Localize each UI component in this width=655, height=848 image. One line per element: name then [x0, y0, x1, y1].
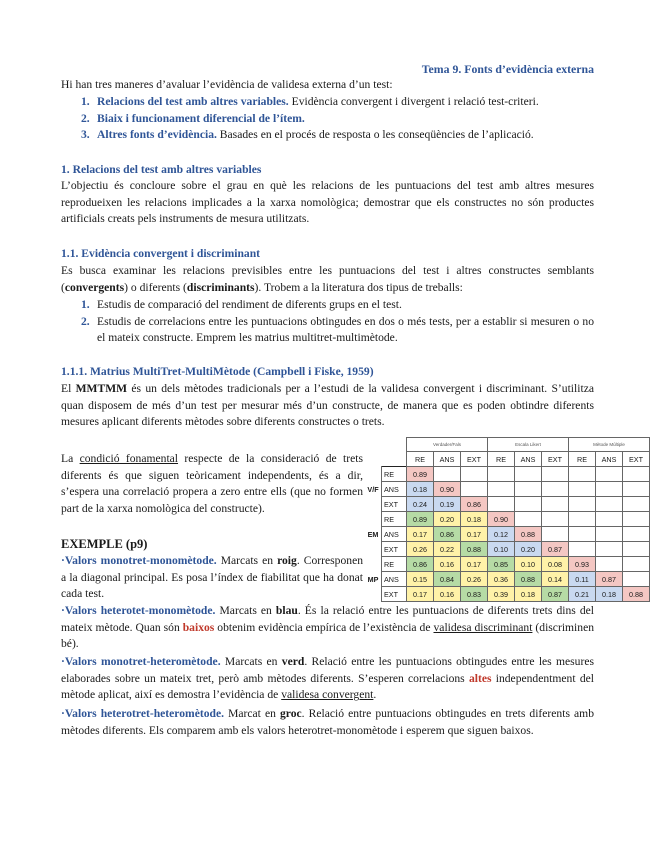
intro-text: Hi han tres maneres d’avaluar l’evidència de validesa externa d’un test: — [61, 78, 393, 91]
matrix-cell: 0.87 — [596, 572, 623, 587]
matrix-empty-cell — [488, 467, 515, 482]
method-label: EM — [367, 529, 379, 539]
matrix-empty-cell — [596, 467, 623, 482]
section-heading: 1. Relacions del test amb altres variables — [61, 163, 262, 176]
list-item: 2. Estudis de correlacions entre les puntuacions obtingudes en dos o més tests, per a establir si mesuren o no el mateix constructe. Emprem les matrius multitret-multimètode. — [81, 314, 594, 345]
col-header: RE — [407, 452, 434, 467]
matrix-cell: 0.22 — [434, 542, 461, 557]
method-header: Verdader/Fals — [407, 438, 488, 452]
matrix-cell: 0.89 — [407, 467, 434, 482]
matrix-cell: 0.88 — [623, 587, 650, 602]
matrix-empty-cell — [542, 497, 569, 512]
page-header: Tema 9. Fonts d’evidència externa — [421, 62, 594, 76]
matrix-cell: 0.17 — [461, 527, 488, 542]
matrix-cell: 0.18 — [461, 512, 488, 527]
matrix-cell: 0.20 — [515, 542, 542, 557]
trait-label: EXT — [382, 587, 407, 602]
matrix-cell: 0.20 — [434, 512, 461, 527]
matrix-empty-cell — [623, 482, 650, 497]
matrix-row — [365, 542, 650, 557]
mtmm-matrix — [365, 437, 650, 602]
value-desc-heterotret-heterometode: ·Valors heterotret-heteromètode. Marcat en groc. Relació entre puntuacions obtingudes en trets diferents amb mètodes diferents. Els comparem amb els valors heterotret-monomètode i esperem que siguen baixos. — [61, 707, 594, 737]
matrix-empty-cell — [596, 497, 623, 512]
matrix-empty-cell — [623, 572, 650, 587]
matrix-cell: 0.17 — [407, 527, 434, 542]
matrix-empty-cell — [542, 482, 569, 497]
intro-list — [61, 94, 594, 144]
matrix-empty-cell — [569, 482, 596, 497]
matrix-empty-cell — [542, 512, 569, 527]
matrix-cell: 0.16 — [434, 587, 461, 602]
condition-text: La condició fonamental respecte de la consideració de trets diferents és que siguen teòricament independents, és a dir, s’espera una correlació propera a zero entre ells (que no formen part de la xarxa nomològica del constructe). — [61, 452, 363, 515]
matrix-cell: 0.90 — [488, 512, 515, 527]
matrix-cell: 0.88 — [515, 527, 542, 542]
matrix-cell: 0.26 — [407, 542, 434, 557]
matrix-cell: 0.86 — [434, 527, 461, 542]
trait-label: EXT — [382, 542, 407, 557]
matrix-cell: 0.86 — [461, 497, 488, 512]
matrix-cell: 0.17 — [407, 587, 434, 602]
matrix-cell: 0.10 — [515, 557, 542, 572]
value-desc-monotret-heterometode: ·Valors monotret-heteromètode. Marcats en verd. Relació entre les puntuacions obtingudes entre les mesures elaborades sobre un mateix tret, però amb mètodes diferents. S’esperen correlacions altes independentment del mètode aplicat, així es demostra l’evidència de validesa convergent. — [61, 655, 594, 702]
col-header: ANS — [515, 452, 542, 467]
trait-label: ANS — [382, 527, 407, 542]
method-label: MP — [367, 574, 379, 584]
col-header: ANS — [434, 452, 461, 467]
matrix-empty-cell — [623, 497, 650, 512]
col-header: EXT — [542, 452, 569, 467]
matrix-empty-cell — [515, 482, 542, 497]
matrix-empty-cell — [488, 497, 515, 512]
matrix-row — [365, 482, 650, 497]
matrix-row — [365, 572, 650, 587]
matrix-empty-cell — [623, 557, 650, 572]
matrix-empty-cell — [488, 482, 515, 497]
matrix-cell: 0.89 — [407, 512, 434, 527]
matrix-cell: 0.15 — [407, 572, 434, 587]
matrix-empty-cell — [596, 527, 623, 542]
matrix-cell: 0.24 — [407, 497, 434, 512]
matrix-cell: 0.83 — [461, 587, 488, 602]
col-header: EXT — [461, 452, 488, 467]
matrix-row — [365, 467, 650, 482]
matrix-cell: 0.17 — [461, 557, 488, 572]
matrix-cell: 0.84 — [434, 572, 461, 587]
matrix-empty-cell — [542, 467, 569, 482]
section-heading: 1.1.1. Matrius MultiTret-MultiMètode (Campbell i Fiske, 1959) — [61, 365, 374, 378]
matrix-cell: 0.85 — [488, 557, 515, 572]
matrix-empty-cell — [569, 512, 596, 527]
example-title: EXEMPLE (p9) — [61, 537, 148, 551]
section-text: Es busca examinar les relacions previsibles entre les puntuacions del test i altres constructes semblants (convergents) o diferents (discriminants). Trobem a la literatura dos tipus de treballs: — [61, 264, 594, 294]
matrix-cell: 0.21 — [569, 587, 596, 602]
col-header: RE — [569, 452, 596, 467]
list-item: 2. Biaix i funcionament diferencial de l’ítem. — [81, 111, 305, 125]
trait-label: RE — [382, 467, 407, 482]
trait-label: EXT — [382, 497, 407, 512]
section-heading: 1.1. Evidència convergent i discriminant — [61, 247, 261, 260]
matrix-empty-cell — [542, 527, 569, 542]
matrix-empty-cell — [596, 557, 623, 572]
trait-label: RE — [382, 557, 407, 572]
method-header: Escala Likert — [488, 438, 569, 452]
matrix-empty-cell — [569, 527, 596, 542]
matrix-cell: 0.08 — [542, 557, 569, 572]
matrix-cell: 0.86 — [407, 557, 434, 572]
matrix-row — [365, 587, 650, 602]
matrix-cell: 0.19 — [434, 497, 461, 512]
list-item: 1. Relacions del test amb altres variables. Evidència convergent i divergent i relació test-criteri. — [81, 95, 539, 108]
matrix-cell: 0.88 — [461, 542, 488, 557]
section-text: L’objectiu és concloure sobre el grau en què les relacions de les puntuacions del test amb altres mesures reprodueixen les relacions implicades a la xarxa nomològica; demostrar que els constructes no són productes artificials creats pels instruments de mesura utilitzats. — [61, 179, 594, 226]
matrix-cell: 0.14 — [542, 572, 569, 587]
col-header: EXT — [623, 452, 650, 467]
trait-label: RE — [382, 512, 407, 527]
matrix-cell: 0.16 — [434, 557, 461, 572]
value-desc-monotret-monometode: ·Valors monotret-monomètode. Marcats en roig. Corresponen a la diagonal principal. Es posa l’índex de fiabilitat que ha donat cada test. — [61, 554, 364, 601]
method-header: Mètode Múltiple — [569, 438, 650, 452]
matrix-empty-cell — [623, 542, 650, 557]
matrix-empty-cell — [515, 497, 542, 512]
col-header: ANS — [596, 452, 623, 467]
value-desc-heterotret-monometode: ·Valors heterotet-monomètode. Marcats en blau. És la relació entre les puntuacions de diferents trets dins del mateix mètode. Quan són baixos obtenim evidència empírica de l’existència de validesa discriminant (discriminen bé). — [61, 604, 595, 651]
matrix-empty-cell — [596, 482, 623, 497]
matrix-empty-cell — [461, 467, 488, 482]
matrix-cell: 0.10 — [488, 542, 515, 557]
col-header: RE — [488, 452, 515, 467]
matrix-cell: 0.87 — [542, 587, 569, 602]
matrix-empty-cell — [623, 527, 650, 542]
matrix-empty-cell — [623, 512, 650, 527]
matrix-empty-cell — [461, 482, 488, 497]
matrix-empty-cell — [515, 512, 542, 527]
matrix-empty-cell — [569, 497, 596, 512]
trait-label: ANS — [382, 482, 407, 497]
method-label: V/F — [367, 484, 379, 494]
matrix-cell: 0.88 — [515, 572, 542, 587]
matrix-row — [365, 512, 650, 527]
matrix-empty-cell — [569, 467, 596, 482]
matrix-cell: 0.87 — [542, 542, 569, 557]
matrix-cell: 0.26 — [461, 572, 488, 587]
matrix-empty-cell — [515, 467, 542, 482]
matrix-empty-cell — [569, 542, 596, 557]
matrix-empty-cell — [596, 542, 623, 557]
list-item: 3. Altres fonts d’evidència. Basades en el procés de resposta o les conseqüències de l’aplicació. — [81, 128, 534, 142]
trait-label: ANS — [382, 572, 407, 587]
section-text: El MMTMM és un dels mètodes tradicionals per a l’estudi de la validesa convergent i discriminant. S’utilitza quan disposem de més d’un test per mesurar més d’un constructe, de manera que es poden obtindre diferents mesures aplicant diferents mètodes sobre diferents constructes o trets. — [61, 382, 594, 429]
list-item: 1. Estudis de comparació del rendiment de diferents grups en el test. — [81, 298, 402, 311]
matrix-cell: 0.12 — [488, 527, 515, 542]
matrix-cell: 0.36 — [488, 572, 515, 587]
matrix-row — [365, 497, 650, 512]
matrix-cell: 0.18 — [407, 482, 434, 497]
matrix-row — [365, 557, 650, 572]
matrix-row — [365, 527, 650, 542]
matrix-empty-cell — [623, 467, 650, 482]
matrix-cell: 0.90 — [434, 482, 461, 497]
matrix-cell: 0.93 — [569, 557, 596, 572]
matrix-cell: 0.18 — [596, 587, 623, 602]
matrix-cell: 0.11 — [569, 572, 596, 587]
matrix-empty-cell — [434, 467, 461, 482]
matrix-cell: 0.39 — [488, 587, 515, 602]
matrix-cell: 0.18 — [515, 587, 542, 602]
studies-list — [61, 297, 594, 347]
matrix-empty-cell — [596, 512, 623, 527]
